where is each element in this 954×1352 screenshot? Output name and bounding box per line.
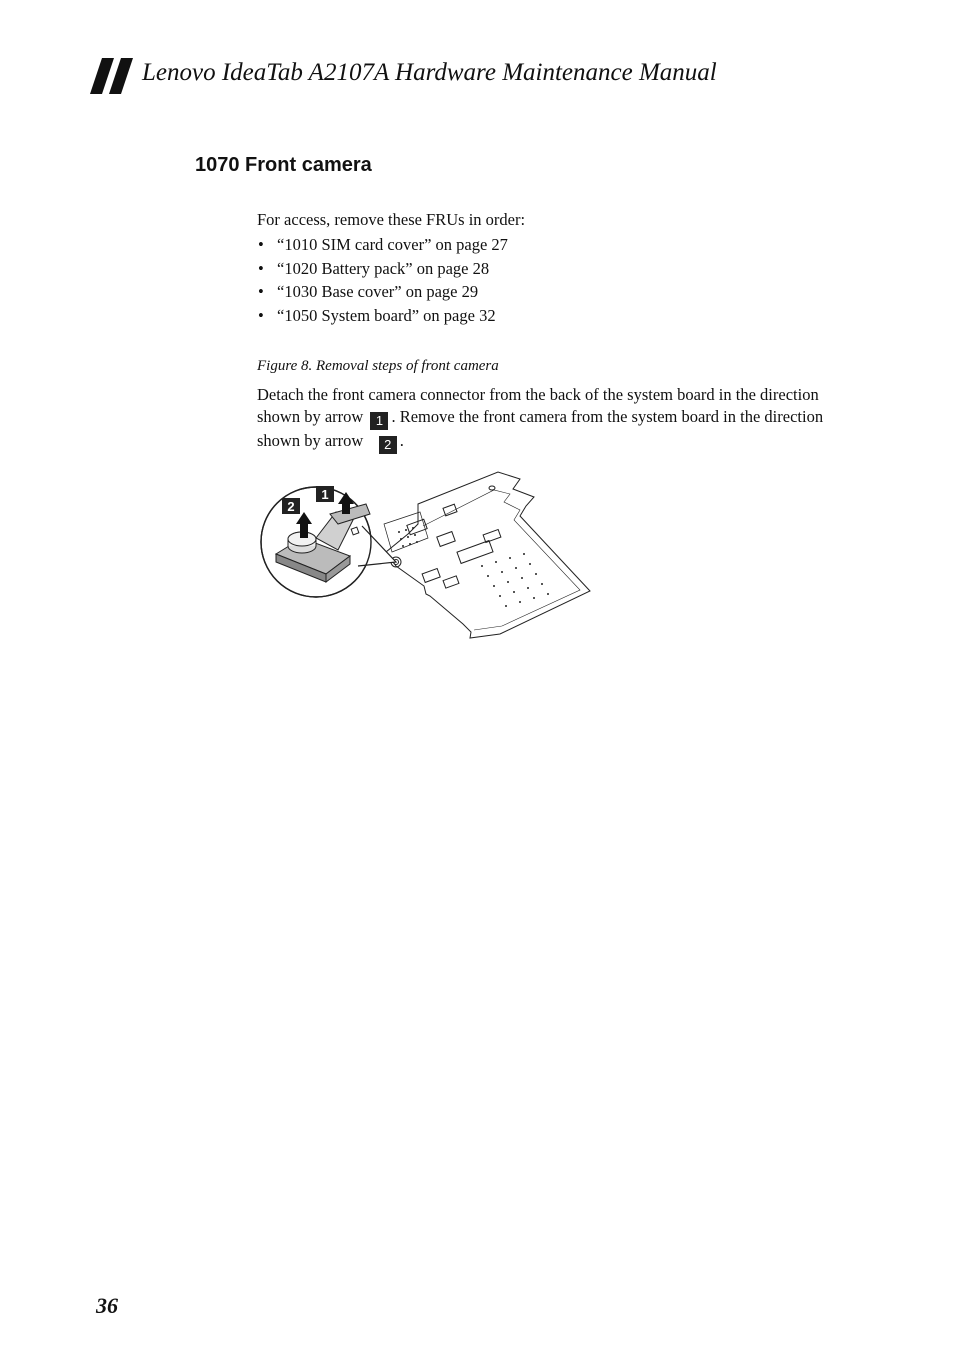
figure-badge-1-label: 1 bbox=[321, 487, 329, 502]
figure-badge-2-label: 2 bbox=[287, 499, 295, 514]
figure-caption: Figure 8. Removal steps of front camera bbox=[257, 358, 499, 374]
step-1-badge: 1 bbox=[370, 412, 388, 430]
list-item bbox=[257, 235, 508, 259]
fru-link[interactable]: “1030 Base cover” on page 29 bbox=[277, 282, 479, 302]
list-item bbox=[257, 306, 508, 330]
instruction-part-1: Detach the front camera connector from the back of the system board in the direction shown by arrow bbox=[257, 385, 819, 426]
list-item bbox=[257, 259, 508, 283]
page-header bbox=[88, 56, 888, 96]
section-title: 1070 Front camera bbox=[195, 154, 372, 176]
manual-title: Lenovo IdeaTab A2107A Hardware Maintenance Manual bbox=[142, 59, 717, 86]
bullet: • bbox=[258, 306, 264, 326]
fru-list bbox=[257, 235, 508, 330]
instruction-part-3: . bbox=[399, 431, 404, 450]
list-item bbox=[257, 282, 508, 306]
instruction-text bbox=[257, 384, 857, 454]
bullet: • bbox=[258, 235, 264, 254]
bullet: • bbox=[258, 282, 264, 302]
page-number: 36 bbox=[96, 1293, 118, 1318]
fru-link[interactable]: “1050 System board” on page 32 bbox=[277, 306, 496, 326]
access-intro: For access, remove these FRUs in order: bbox=[257, 210, 526, 229]
double-slash-mark-icon bbox=[88, 56, 136, 96]
fru-link[interactable]: “1020 Battery pack” on page 28 bbox=[277, 258, 490, 278]
bullet: • bbox=[258, 258, 264, 278]
magnifier-callout bbox=[261, 487, 396, 597]
front-camera-removal-figure bbox=[258, 466, 598, 646]
fru-link[interactable]: “1010 SIM card cover” on page 27 bbox=[277, 235, 508, 254]
instruction-part-2: . Remove the front camera from the system board in the direction shown by arrow bbox=[257, 407, 824, 450]
system-board-outline bbox=[386, 472, 590, 638]
step-2-badge: 2 bbox=[379, 436, 397, 454]
